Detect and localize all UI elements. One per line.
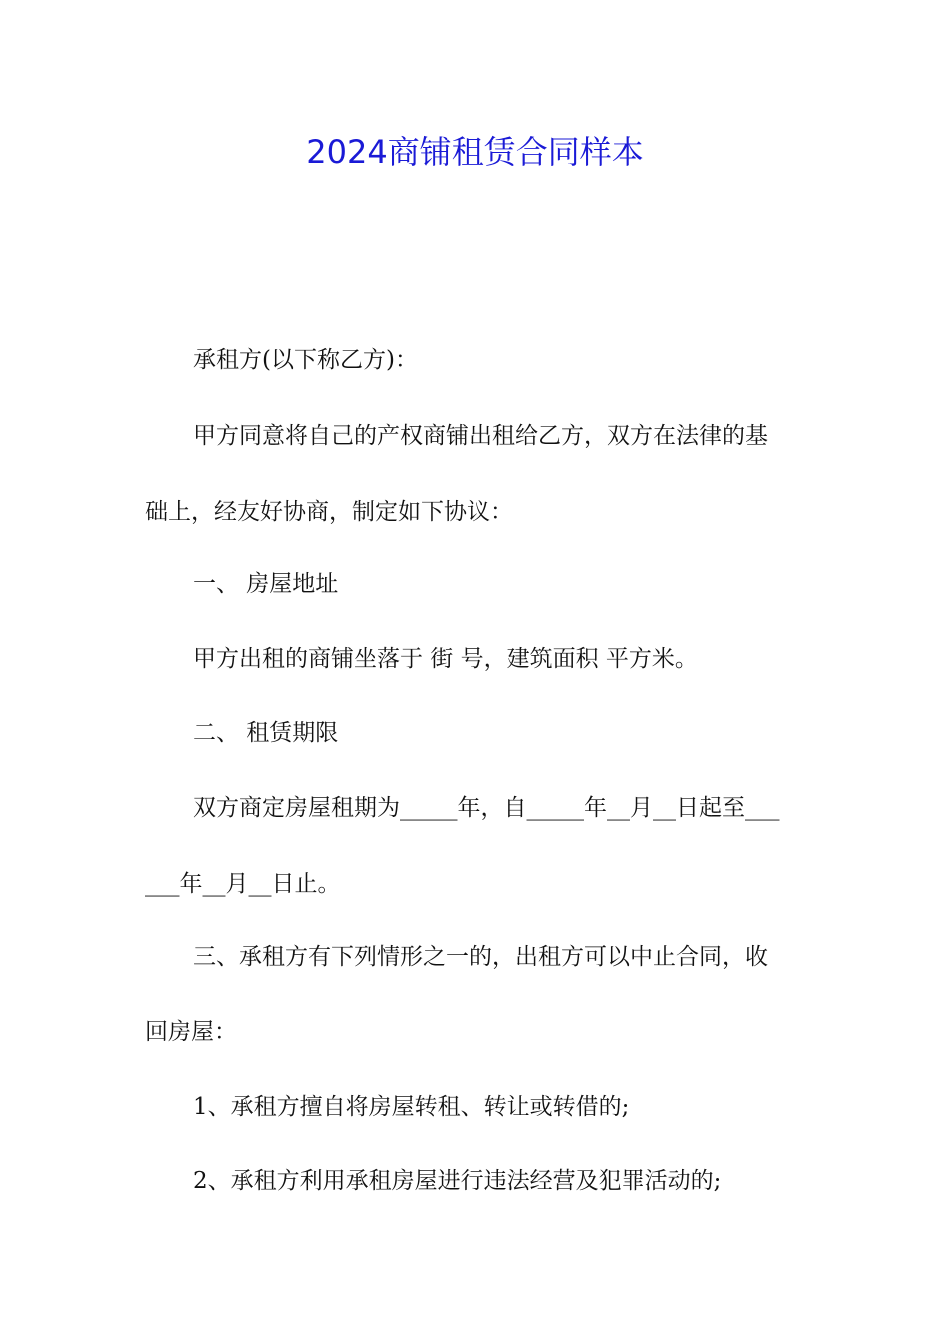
paragraph-line: 回房屋： bbox=[145, 1019, 237, 1045]
list-item: 2、承租方利用承租房屋进行违法经营及犯罪活动的; bbox=[193, 1168, 722, 1194]
paragraph-line: ___年__月__日止。 bbox=[145, 871, 341, 897]
section-heading: 二、 租赁期限 bbox=[193, 720, 339, 746]
paragraph-line: 承租方(以下称乙方)： bbox=[193, 347, 418, 373]
document-title: 2024商铺租赁合同样本 bbox=[306, 133, 644, 171]
paragraph-line: 双方商定房屋租期为_____年，自_____年__月__日起至___ bbox=[193, 795, 780, 821]
section-heading: 一、 房屋地址 bbox=[193, 571, 339, 597]
paragraph-line: 础上，经友好协商，制定如下协议： bbox=[145, 499, 513, 525]
paragraph-line: 甲方出租的商铺坐落于 街 号，建筑面积 平方米。 bbox=[193, 646, 698, 672]
paragraph-line: 三、承租方有下列情形之一的，出租方可以中止合同，收 bbox=[193, 944, 768, 970]
list-item: 1、承租方擅自将房屋转租、转让或转借的; bbox=[193, 1094, 630, 1120]
paragraph-line: 甲方同意将自己的产权商铺出租给乙方，双方在法律的基 bbox=[193, 423, 768, 449]
